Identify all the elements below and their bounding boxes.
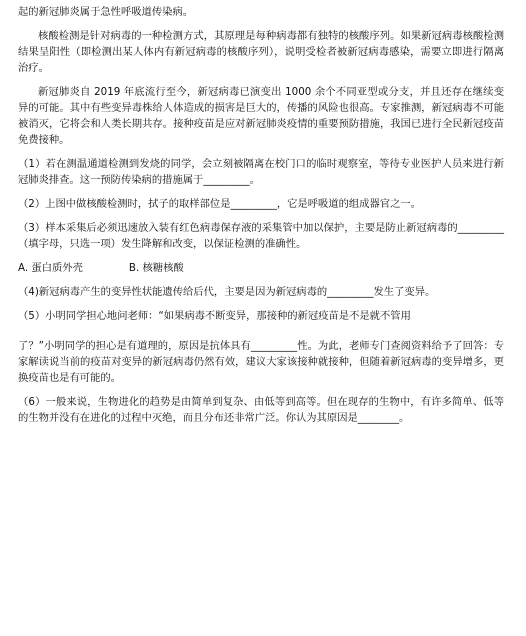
question-5-line-1: （5）小明同学担心地问老师：“如果病毒不断变异，那接种的新冠疫苗是不是就不管用 [18, 310, 411, 322]
question-1: （1）若在测温通道检测到发烧的同学，会立刻被隔离在校门口的临时观察室，等待专业医护人员来进行新冠肺炎排查。这一预防传染病的措施属于_________。 [18, 158, 504, 186]
question-6: （6）一般来说，生物进化的趋势是由简单到复杂、由低等到高等。但在现存的生物中，有许多简单、低等的生物并没有在进化的过程中灭绝，而且分布还非常广泛。你认为其原因是________。 [18, 396, 504, 424]
question-2: （2）上图中做核酸检测时，拭子的取样部位是_________，它是呼吸道的组成器官之一。 [18, 198, 421, 210]
option-a: A. 蛋白质外壳 [18, 262, 83, 274]
paragraph-intro-tail: 起的新冠肺炎属于急性呼吸道传染病。 [18, 6, 194, 18]
paragraph-virus-variants: 新冠肺炎自 2019 年底流行至今，新冠病毒已演变出 1000 余个不同亚型或分支，并且还存在继续变异的可能。其中有些变异毒株给人体造成的损害是巨大的，传播的风险也很高。专家推测，新冠病毒不可能被消灭，它将会和人类长期共存。接种疫苗是应对新冠肺炎疫情的重要预防措施，我国已进行全民新冠疫苗免费接种。 [18, 86, 504, 146]
option-b: B. 核糖核酸 [128, 262, 184, 274]
paragraph-nucleic-acid-test: 核酸检测是针对病毒的一种检测方式，其原理是每种病毒都有独特的核酸序列。如果新冠病毒核酸检测结果呈阳性（即检测出某人体内有新冠病毒的核酸序列），说明受检者被新冠病毒感染，需要立即进行隔离治疗。 [18, 30, 504, 74]
question-3: （3）样本采集后必须迅速放入装有红色病毒保存液的采集管中加以保护，主要是防止新冠病毒的_________（填字母，只选一项）发生降解和改变，以保证检测的准确性。 [18, 222, 504, 250]
question-3-options [18, 260, 504, 276]
question-5-line-2: 了？”小明同学的担心是有道理的，原因是抗体具有_________性。为此，老师专门查阅资料给予了回答：专家解读说当前的疫苗对变异的新冠病毒仍然有效，建议大家该接种就接种，但随着新冠病毒的变异增多，更换疫苗也是有可能的。 [18, 340, 504, 384]
question-4: （4)新冠病毒产生的变异性状能遗传给后代，主要是因为新冠病毒的_________发生了变异。 [18, 286, 436, 298]
